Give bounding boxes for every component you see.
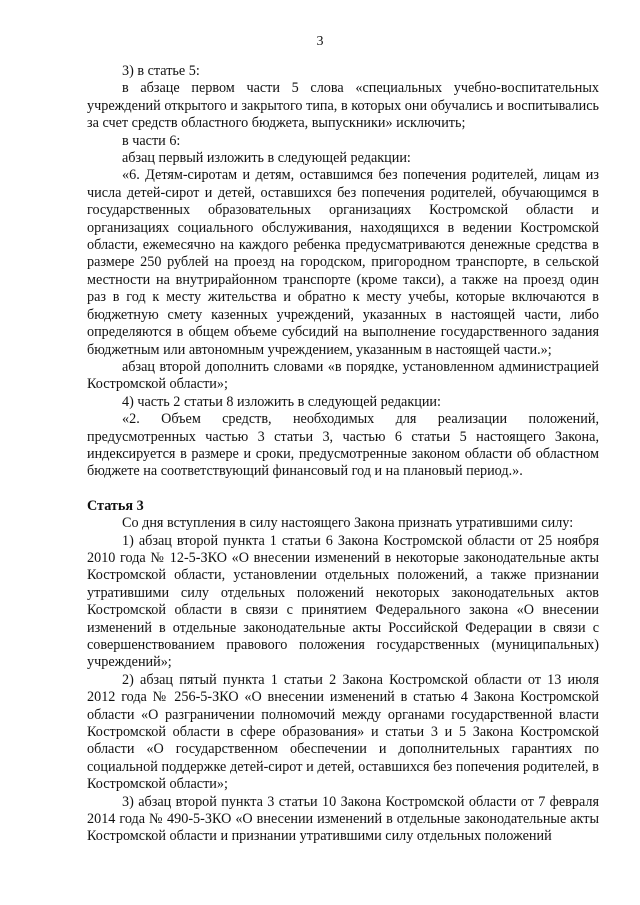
document-body: [87, 63, 599, 846]
page-number: 3: [316, 34, 324, 49]
paragraph-part6-text: «6. Детям-сиротам и детям, оставшимся без попечения родителей, лицам из числа детей-сирот и детей, оставшихся без попечения родителей, обучающимся в государственных образовательных организациях Костромской области и организациях социального обслуживания, находящихся в ведении Костромской области, ежемесячно на каждого ребенка предусматриваются денежные средства в размере 250 рублей на проезд на городском, пригородном транспорте, в сельской местности на внутрирайонном транспорте (кроме такси), а также на проезд один раз в год к месту жительства и обратно к месту учебы, которые включаются в бюджетную смету казенных учреждений, указанных в настоящей части, либо определяются в общем объеме субсидий на выполнение государственного задания бюджетным или автономным учреждением, указанным в настоящей части.»;: [87, 167, 599, 358]
paragraph-article5-part5: в абзаце первом части 5 слова «специальных учебно-воспитательных учреждений открытого и закрытого типа, в которых они обучались и воспитывались за счет средств областного бюджета, выпускники» исключить;: [87, 80, 599, 132]
paragraph-first-para-new-edition: абзац первый изложить в следующей редакции:: [122, 150, 411, 167]
paragraph-second-para-addition: абзац второй дополнить словами «в порядке, установленном администрацией Костромской области»;: [87, 358, 599, 393]
paragraph-article3-item3: 3) абзац второй пункта 3 статьи 10 Закона Костромской области от 7 февраля 2014 года № 490-5-ЗКО «О внесении изменений в отдельные законодательные акты Костромской области и признании утратившими силу отдельных положений: [87, 793, 599, 845]
paragraph-article3-intro: Со дня вступления в силу настоящего Закона признать утратившими силу:: [122, 515, 574, 532]
paragraph-article5-part6-intro: в части 6:: [122, 132, 181, 149]
paragraph-article3-item1: 1) абзац второй пункта 1 статьи 6 Закона Костромской области от 25 ноября 2010 года № 12-5-ЗКО «О внесении изменений в некоторые законодательные акты Костромской области, установлении отдельных положений, а также признании утратившими силу отдельных положений некоторых законодательных актов Костромской области в связи с принятием Федерального закона «О внесении изменений в отдельные законодательные акты Российской Федерации в связи с совершенствованием правового положения государственных (муниципальных) учреждений»;: [87, 532, 599, 671]
paragraph-article8-part2-text: «2. Объем средств, необходимых для реализации положений, предусмотренных частью 3 статьи 3, частью 6 статьи 5 настоящего Закона, индексируется в размере и сроки, предусмотренные законом области об областном бюджете на соответствующий финансовый год и на плановый период.».: [87, 411, 599, 480]
article-heading: Статья 3: [87, 497, 144, 514]
paragraph-article5-intro: 3) в статье 5:: [122, 63, 200, 79]
paragraph-article3-item2: 2) абзац пятый пункта 1 статьи 2 Закона Костромской области от 13 июля 2012 года № 256-5-ЗКО «О внесении изменений в статью 4 Закона Костромской области «О разграничении полномочий между органами государственной власти Костромской области в сфере образования» и статьи 3 и 5 Закона Костромской области «О государственном обеспечении и дополнительных гарантиях по социальной поддержке детей-сирот и детей, оставшихся без попечения родителей, в Костромской области»;: [87, 671, 599, 793]
paragraph-article8-intro: 4) часть 2 статьи 8 изложить в следующей редакции:: [122, 393, 441, 410]
